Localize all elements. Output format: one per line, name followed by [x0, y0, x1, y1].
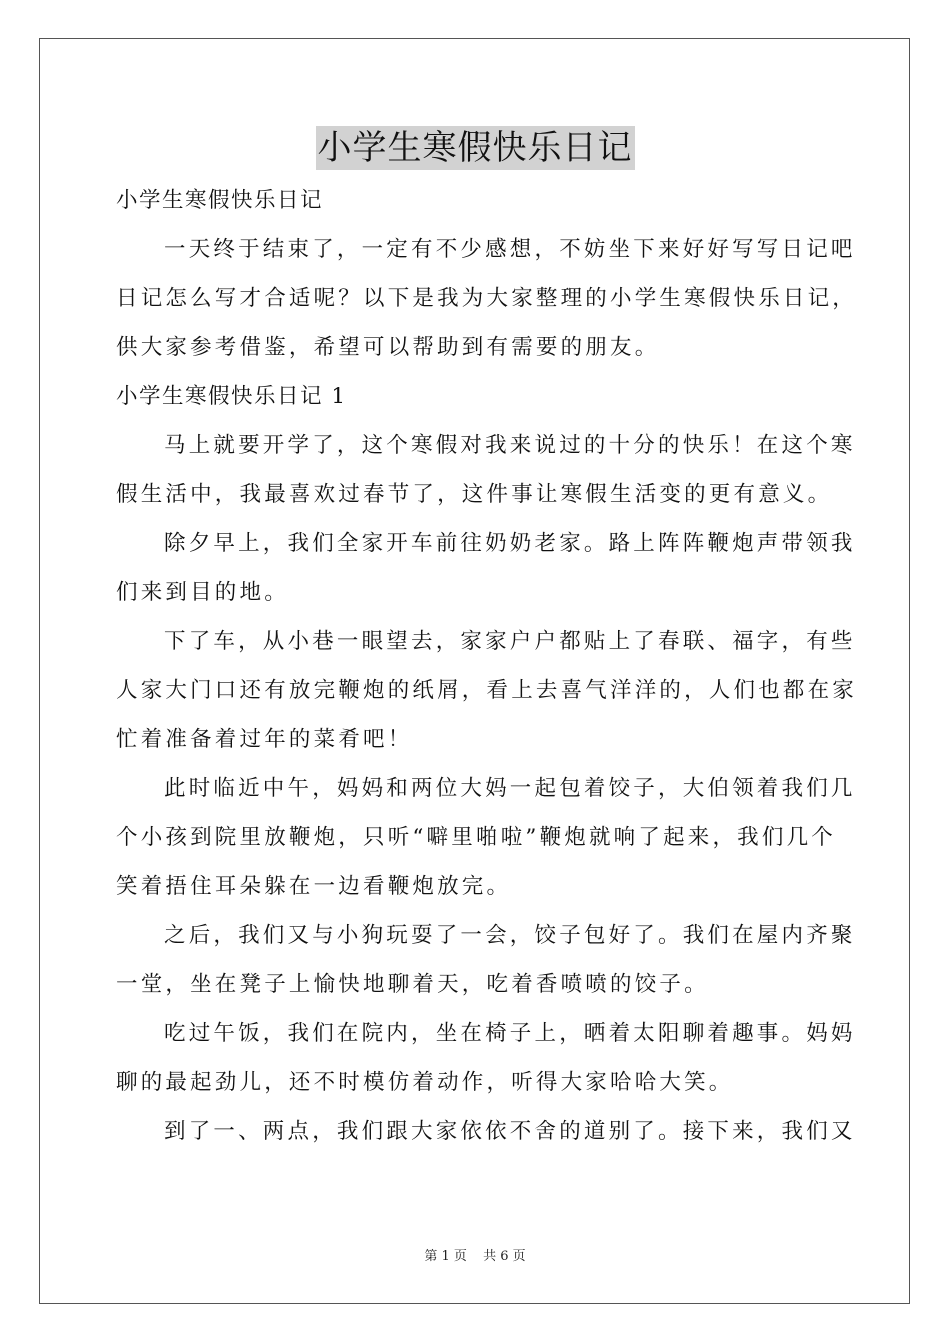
document-title-text: 小学生寒假快乐日记: [317, 128, 633, 168]
text-line: 聊的最起劲儿，还不时模仿着动作，听得大家哈哈大笑。: [116, 1070, 734, 1095]
document-title: [0, 126, 950, 170]
text-line: 日记怎么写才合适呢？以下是我为大家整理的小学生寒假快乐日记，: [116, 286, 858, 311]
text-line: 之后，我们又与小狗玩耍了一会，饺子包好了。我们在屋内齐聚: [164, 923, 856, 948]
text-line: 供大家参考借鉴，希望可以帮助到有需要的朋友。: [116, 335, 660, 360]
document-body: [116, 176, 858, 1156]
page-number: 第 1 页: [424, 1249, 467, 1264]
text-line: 除夕早上，我们全家开车前往奶奶老家。路上阵阵鞭炮声带领我: [164, 531, 856, 556]
page-footer: [0, 1245, 950, 1264]
text-line: 到了一、两点，我们跟大家依依不舍的道别了。接下来，我们又: [164, 1119, 856, 1144]
text-line: 笑着捂住耳朵躲在一边看鞭炮放完。: [116, 874, 512, 899]
text-line: 假生活中，我最喜欢过春节了，这件事让寒假生活变的更有意义。: [116, 482, 833, 507]
page-total: 共 6 页: [483, 1249, 526, 1264]
text-line: 一堂，坐在凳子上愉快地聊着天，吃着香喷喷的饺子。: [116, 972, 709, 997]
text-line: 此时临近中午，妈妈和两位大妈一起包着饺子，大伯领着我们几: [164, 776, 856, 801]
text-line: 一天终于结束了，一定有不少感想，不妨坐下来好好写写日记吧: [164, 237, 856, 262]
text-line: 马上就要开学了，这个寒假对我来说过的十分的快乐！在这个寒: [164, 433, 856, 458]
section-heading: 小学生寒假快乐日记: [116, 188, 324, 213]
section-heading: 小学生寒假快乐日记 1: [116, 384, 347, 409]
text-line: 忙着准备着过年的菜肴吧！: [116, 727, 413, 752]
text-line: 们来到目的地。: [116, 580, 289, 605]
text-line: 人家大门口还有放完鞭炮的纸屑，看上去喜气洋洋的，人们也都在家: [116, 678, 858, 703]
text-line: 下了车，从小巷一眼望去，家家户户都贴上了春联、福字，有些: [164, 629, 856, 654]
text-line: 个小孩到院里放鞭炮，只听“噼里啪啦”鞭炮就响了起来，我们几个: [116, 825, 836, 850]
text-line: 吃过午饭，我们在院内，坐在椅子上，晒着太阳聊着趣事。妈妈: [164, 1021, 856, 1046]
